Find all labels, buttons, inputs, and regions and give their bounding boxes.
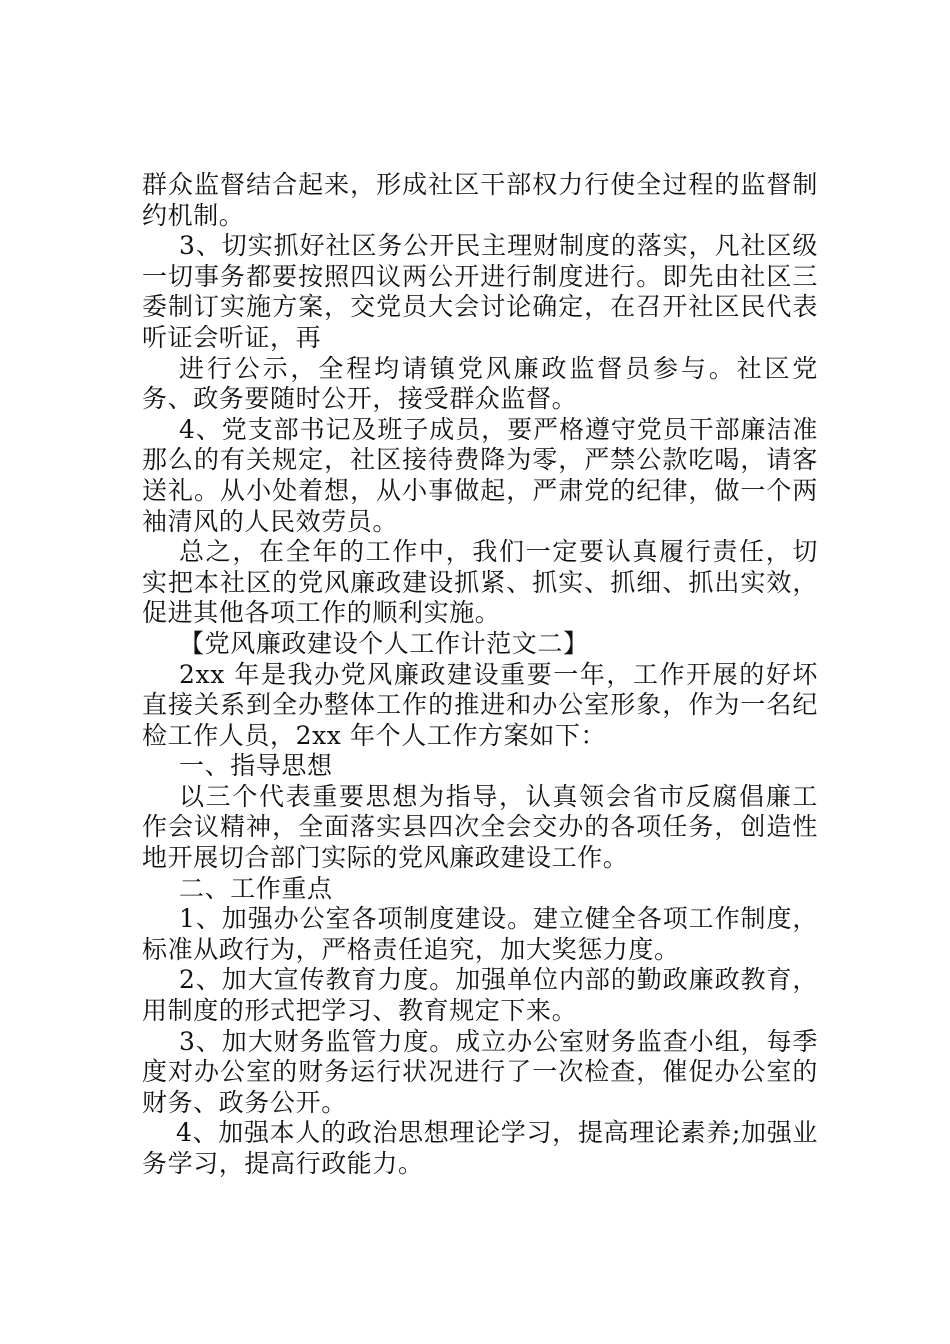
heading-guiding-thought: 一、指导思想	[179, 751, 333, 781]
paragraph-intro: 2xx 年是我办党风廉政建设重要一年，工作开展的好坏直接关系到全办整体工作的推进和办公室形象，作为一名纪检工作人员，2xx 年个人工作方案如下：	[142, 659, 818, 750]
paragraph-summary: 总之，在全年的工作中，我们一定要认真履行责任，切实把本社区的党风廉政建设抓紧、抓实、抓细、抓出实效，促进其他各项工作的顺利实施。	[142, 537, 818, 628]
paragraph-item-4: 4、党支部书记及班子成员，要严格遵守党员干部廉洁准那么的有关规定，社区接待费降为零，严禁公款吃喝，请客送礼。从小处着想，从小事做起，严肃党的纪律，做一个两袖清风的人民效劳员。	[142, 414, 818, 536]
heading-work-focus: 二、工作重点	[179, 873, 333, 903]
paragraph-focus-1: 1、加强办公室各项制度建设。建立健全各项工作制度，标准从政行为，严格责任追究，加大奖惩力度。	[142, 904, 818, 964]
paragraph-guiding-thought: 以三个代表重要思想为指导，认真领会省市反腐倡廉工作会议精神，全面落实县四次全会交办的各项任务，创造性地开展切合部门实际的党风廉政建设工作。	[142, 781, 818, 873]
document-body	[142, 170, 818, 1180]
paragraph-item-3-continued: 进行公示，全程均请镇党风廉政监督员参与。社区党务、政务要随时公开，接受群众监督。	[142, 353, 818, 414]
paragraph-focus-4: 4、加强本人的政治思想理论学习，提高理论素养;加强业务学习，提高行政能力。	[142, 1118, 818, 1178]
paragraph-focus-3: 3、加大财务监管力度。成立办公室财务监查小组，每季度对办公室的财务运行状况进行了一次检查，催促办公室的财务、政务公开。	[142, 1026, 818, 1117]
paragraph-focus-2: 2、加大宣传教育力度。加强单位内部的勤政廉政教育，用制度的形式把学习、教育规定下来。	[142, 965, 818, 1026]
section-title-sample-two: 【党风廉政建设个人工作计范文二】	[179, 628, 589, 658]
paragraph-item-3: 3、切实抓好社区务公开民主理财制度的落实，凡社区级一切事务都要按照四议两公开进行制度进行。即先由社区三委制订实施方案，交党员大会讨论确定，在召开社区民代表听证会听证，再	[142, 231, 818, 352]
paragraph-continuation: 群众监督结合起来，形成社区干部权力行使全过程的监督制约机制。	[142, 170, 818, 230]
